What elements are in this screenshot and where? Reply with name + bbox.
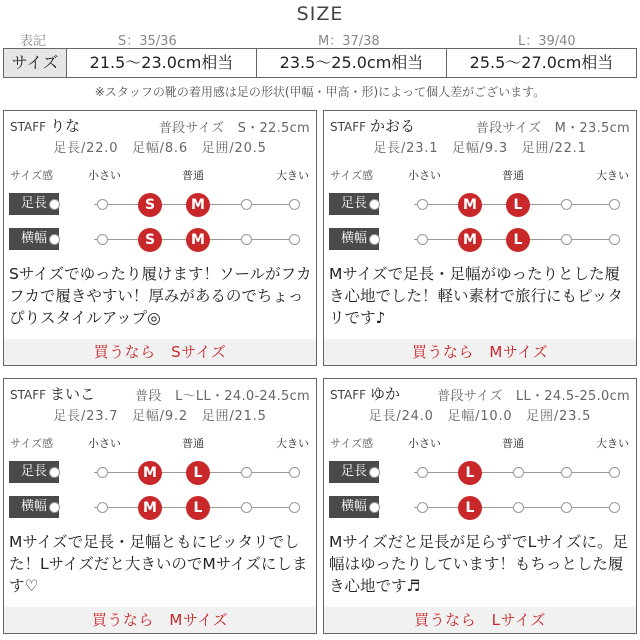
staff-label: STAFF (10, 388, 47, 402)
width-fit-row (324, 228, 636, 252)
scale-dot (609, 467, 620, 478)
size-m-range: 23.5〜25.0cm相当 (256, 49, 446, 77)
size-label: サイズ (4, 49, 66, 77)
staff-card (3, 378, 317, 634)
scale-dot (417, 199, 428, 210)
size-mark: L (506, 228, 530, 252)
scale-dot (369, 502, 380, 513)
scale-dot (241, 467, 252, 478)
width-label: 横幅 (9, 496, 59, 518)
size-mark: M (186, 228, 210, 252)
scale-dot (561, 467, 572, 478)
scale-dot (241, 502, 252, 513)
usual-size: 普段サイズ LL・24.5-25.0cm (437, 389, 630, 404)
size-s-range: 21.5〜23.0cm相当 (66, 49, 256, 77)
length-fit-row (324, 461, 636, 485)
foot-measurements: 足長/23.7 足幅/9.2 足囲/21.5 (53, 409, 267, 424)
scale-dot (561, 502, 572, 513)
foot-measurements: 足長/24.0 足幅/10.0 足囲/23.5 (368, 409, 592, 424)
length-label: 足長 (9, 193, 59, 215)
size-mark: M (186, 193, 210, 217)
size-mark: L (186, 496, 210, 520)
staff-header (330, 115, 630, 135)
scale-large: 大きい (596, 437, 629, 450)
scale-dot (241, 234, 252, 245)
staff-header (330, 383, 630, 403)
usual-size: 普段 L〜LL・24.0-24.5cm (135, 389, 310, 404)
staff-name: かおる (370, 117, 416, 135)
size-l-range: 25.5〜27.0cm相当 (446, 49, 636, 77)
scale-dot (609, 502, 620, 513)
scale-dot (97, 199, 108, 210)
fit-scale-header (324, 435, 636, 449)
usual-size: 普段サイズ S・22.5cm (158, 121, 310, 136)
scale-dot (289, 467, 300, 478)
staff-header (10, 115, 310, 135)
scale-dot (609, 234, 620, 245)
usual-size: 普段サイズ M・23.5cm (475, 121, 630, 136)
scale-title: サイズ感 (330, 169, 374, 182)
size-notation-row (0, 28, 640, 48)
scale-dot (417, 502, 428, 513)
scale-dot (97, 502, 108, 513)
size-mark: M (458, 193, 482, 217)
scale-dot (49, 199, 60, 210)
length-fit-row (4, 193, 316, 217)
staff-card (323, 378, 637, 634)
scale-normal: 普通 (182, 437, 204, 450)
foot-measurements: 足長/22.0 足幅/8.6 足囲/20.5 (53, 141, 267, 156)
scale-normal: 普通 (502, 169, 524, 182)
scale-large: 大きい (276, 169, 309, 182)
staff-header (10, 383, 310, 403)
scale-dot (241, 199, 252, 210)
scale-dot (513, 502, 524, 513)
scale-dot (561, 234, 572, 245)
length-label: 足長 (9, 461, 59, 483)
scale-dot (97, 467, 108, 478)
width-fit-row (4, 228, 316, 252)
size-mark: S (138, 228, 162, 252)
scale-dot (289, 199, 300, 210)
staff-name: りな (50, 117, 81, 135)
width-fit-row (324, 496, 636, 520)
scale-dot (417, 467, 428, 478)
staff-label: STAFF (10, 120, 47, 134)
fit-scale-header (4, 167, 316, 181)
scale-normal: 普通 (502, 437, 524, 450)
notation-s: S：35/36 (118, 34, 177, 49)
fit-scale-header (324, 167, 636, 181)
size-mark: L (506, 193, 530, 217)
length-fit-row (4, 461, 316, 485)
staff-comment: Mサイズで足長・足幅ともにピッタリでした！Lサイズだと大きいのでMサイズにします♡ (9, 533, 308, 595)
notation-label: 表記 (20, 34, 47, 49)
scale-title: サイズ感 (10, 169, 54, 182)
staff-comment: Mサイズだと足長が足らずでLサイズに。足幅はゆったりしています！もちっとした履き心地です♬ (329, 533, 628, 595)
staff-card (3, 110, 317, 366)
size-mark: L (458, 496, 482, 520)
scale-small: 小さい (88, 437, 121, 450)
recommendation: 買うなら Mサイズ (324, 339, 636, 365)
staff-comment: Mサイズで足長・足幅がゆったりとした履き心地でした！軽い素材で旅行にもピッタリです♪ (329, 265, 623, 327)
scale-dot (369, 199, 380, 210)
scale-dot (289, 502, 300, 513)
scale-dot (289, 234, 300, 245)
recommendation: 買うなら Sサイズ (4, 339, 316, 365)
width-label: 横幅 (329, 228, 379, 250)
size-mark: M (458, 228, 482, 252)
scale-dot (49, 502, 60, 513)
recommendation: 買うなら Lサイズ (324, 607, 636, 633)
disclaimer-note: ※スタッフの靴の着用感は足の形状(甲幅・甲高・形)によって個人差がございます。 (94, 85, 546, 99)
scale-title: サイズ感 (10, 437, 54, 450)
fit-scale-header (4, 435, 316, 449)
size-mark: M (138, 496, 162, 520)
size-mark: M (138, 461, 162, 485)
length-label: 足長 (329, 461, 379, 483)
staff-label: STAFF (330, 120, 367, 134)
width-fit-row (4, 496, 316, 520)
length-fit-row (324, 193, 636, 217)
size-mark: L (458, 461, 482, 485)
staff-name: まいこ (50, 385, 96, 403)
staff-comment: Sサイズでゆったり履けます！ソールがフカフカで履きやすい！厚みがあるのでちょっぴりスタイルアップ◎ (9, 265, 312, 327)
size-mark: S (138, 193, 162, 217)
length-label: 足長 (329, 193, 379, 215)
foot-measurements: 足長/23.1 足幅/9.3 足囲/22.1 (373, 141, 587, 156)
scale-large: 大きい (596, 169, 629, 182)
scale-dot (513, 467, 524, 478)
width-label: 横幅 (329, 496, 379, 518)
scale-normal: 普通 (182, 169, 204, 182)
scale-dot (561, 199, 572, 210)
width-label: 横幅 (9, 228, 59, 250)
staff-card (323, 110, 637, 366)
notation-l: L：39/40 (518, 34, 576, 49)
scale-title: サイズ感 (330, 437, 374, 450)
scale-dot (417, 234, 428, 245)
staff-label: STAFF (330, 388, 367, 402)
scale-dot (369, 467, 380, 478)
scale-small: 小さい (408, 437, 441, 450)
recommendation: 買うなら Mサイズ (4, 607, 316, 633)
notation-m: M：37/38 (318, 34, 380, 49)
size-mark: L (186, 461, 210, 485)
staff-name: ゆか (370, 385, 401, 403)
scale-dot (369, 234, 380, 245)
scale-dot (97, 234, 108, 245)
size-table-row (3, 48, 637, 78)
page-title: SIZE (296, 3, 344, 25)
scale-large: 大きい (276, 437, 309, 450)
scale-dot (49, 234, 60, 245)
scale-small: 小さい (408, 169, 441, 182)
scale-dot (609, 199, 620, 210)
scale-dot (49, 467, 60, 478)
scale-small: 小さい (88, 169, 121, 182)
